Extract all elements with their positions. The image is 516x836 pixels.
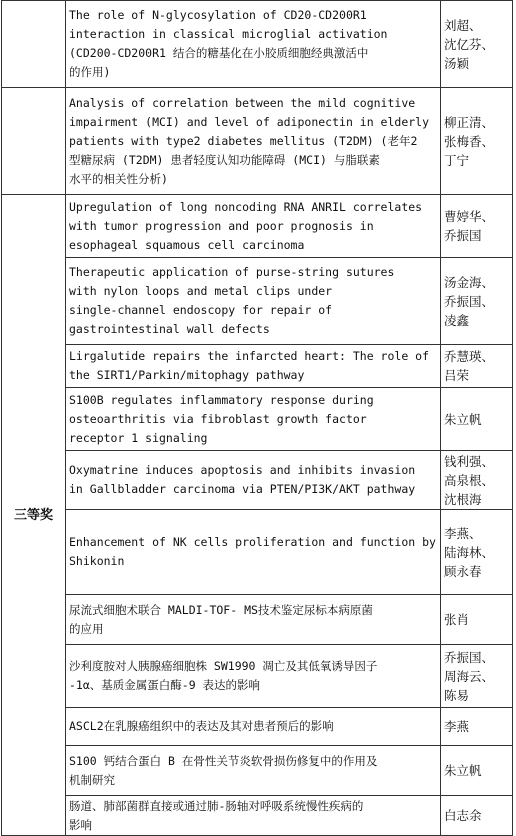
- title-line: 沙利度胺对人胰腺癌细胞株 SW1990 凋亡及其低氧诱导因子: [69, 659, 378, 673]
- title-line: S100B regulates inflammatory response during: [69, 392, 374, 407]
- author-line: 朱立帆: [444, 763, 482, 778]
- paper-title-cell: [66, 195, 441, 258]
- title-line: Analysis of correlation between the mild cognitive: [69, 95, 416, 110]
- table-row: [2, 388, 513, 451]
- authors-cell: [441, 1, 513, 88]
- author-line: 沈亿芬、: [444, 36, 495, 52]
- table-row: [2, 708, 513, 746]
- paper-title-cell: [66, 345, 441, 388]
- title-line: 尿流式细胞术联合 MALDI-TOF- MS技术鉴定尿标本病原菌: [69, 602, 373, 617]
- author-line: 钱利强、: [444, 453, 495, 469]
- author-line: 吕荣: [444, 368, 470, 383]
- author-line: 朱立帆: [444, 411, 482, 427]
- author-line: 张梅香、: [444, 133, 495, 149]
- table-row: [2, 451, 513, 510]
- title-line: gastrointestinal wall defects: [69, 322, 270, 336]
- authors-cell: [441, 796, 513, 836]
- paper-title-cell: [66, 746, 441, 796]
- paper-title-cell: [66, 595, 441, 645]
- author-line: 汤颖: [444, 55, 470, 71]
- table-row: [2, 645, 513, 708]
- title-line: the SIRT1/Parkin/mitophagy pathway: [69, 368, 305, 382]
- title-line: Upregulation of long noncoding RNA ANRIL correlates: [69, 199, 423, 214]
- author-line: 顾永春: [444, 563, 482, 579]
- award-rank-cell: 三等奖: [2, 195, 66, 836]
- title-line: 影响: [69, 817, 92, 832]
- title-line: esophageal squamous cell carcinoma: [69, 237, 305, 252]
- author-line: 周海云、: [444, 668, 495, 684]
- author-line: 白志余: [444, 808, 482, 823]
- authors-cell: [441, 595, 513, 645]
- table-row: [2, 195, 513, 258]
- title-line: Oxymatrine induces apoptosis and inhibits invasion: [69, 463, 416, 477]
- title-line: (CD200-CD200R1 结合的糖基化在小胶质细胞经典激活中: [69, 46, 369, 60]
- table-row: [2, 796, 513, 836]
- rank-cell-empty: [2, 88, 66, 195]
- title-line: impairment (MCI) and level of adiponectin in elderly: [69, 114, 430, 129]
- paper-title-cell: [66, 451, 441, 510]
- title-line: Lirgalutide repairs the infarcted heart: The role of: [69, 349, 430, 363]
- author-line: 柳正清、: [444, 114, 495, 130]
- title-line: patients with type2 diabetes mellitus (T2DM) (老年2: [69, 133, 418, 148]
- title-line: in Gallbladder carcinoma via PTEN/PI3K/AKT pathway: [69, 482, 416, 496]
- title-line: receptor 1 signaling: [69, 430, 208, 445]
- author-line: 刘超、: [444, 17, 482, 33]
- title-line: S100 钙结合蛋白 B 在骨性关节炎软骨损伤修复中的作用及: [69, 753, 378, 768]
- author-line: 乔慧瑛、: [444, 349, 495, 364]
- paper-title-cell: [66, 645, 441, 708]
- paper-title-cell: [66, 88, 441, 195]
- authors-cell: [441, 746, 513, 796]
- author-line: 乔振国、: [444, 649, 495, 665]
- authors-cell: [441, 195, 513, 258]
- author-line: 李燕、: [444, 525, 482, 541]
- author-line: 曹婷华、: [444, 209, 495, 224]
- title-line: 的作用): [69, 65, 111, 79]
- authors-cell: [441, 345, 513, 388]
- author-line: 乔振国、: [444, 293, 495, 309]
- title-line: with nylon loops and metal clips under: [69, 284, 333, 298]
- author-line: 张肖: [444, 612, 470, 627]
- paper-title-cell: [66, 258, 441, 345]
- rank-cell-empty: [2, 1, 66, 88]
- authors-cell: [441, 451, 513, 510]
- table-row: [2, 746, 513, 796]
- author-line: 陆海林、: [444, 544, 495, 560]
- title-line: Therapeutic application of purse-string sutures: [69, 265, 395, 279]
- authors-cell: [441, 258, 513, 345]
- author-line: 丁宁: [444, 152, 470, 168]
- title-line: Shikonin: [69, 554, 125, 568]
- title-line: 水平的相关性分析): [69, 171, 168, 186]
- title-line: ASCL2在乳腺癌组织中的表达及其对患者预后的影响: [69, 719, 334, 733]
- authors-cell: [441, 388, 513, 451]
- paper-title-cell: [66, 510, 441, 595]
- table-row: [2, 1, 513, 88]
- author-line: 汤金海、: [444, 274, 495, 290]
- table-row: [2, 258, 513, 345]
- title-line: 肠道、肺部菌群直接或通过肺-肠轴对呼吸系统慢性疾病的: [69, 798, 364, 813]
- table-row: [2, 510, 513, 595]
- title-line: 的应用: [69, 621, 104, 636]
- paper-title-cell: [66, 1, 441, 88]
- title-line: -1α、基质金属蛋白酶-9 表达的影响: [69, 678, 261, 692]
- author-line: 沈根海: [444, 491, 482, 507]
- title-line: Enhancement of NK cells proliferation and function by: [69, 535, 436, 549]
- author-line: 陈易: [444, 687, 470, 703]
- paper-title-cell: [66, 388, 441, 451]
- authors-cell: [441, 645, 513, 708]
- author-line: 凌鑫: [444, 312, 470, 328]
- title-line: interaction in classical microglial activation: [69, 27, 388, 41]
- paper-title-cell: [66, 796, 441, 836]
- title-line: 机制研究: [69, 772, 115, 787]
- title-line: with tumor progression and poor prognosis in: [69, 218, 374, 233]
- title-line: single-channel endoscopy for repair of: [69, 303, 333, 317]
- title-line: 型糖尿病 (T2DM) 患者轻度认知功能障碍 (MCI) 与脂联素: [69, 152, 380, 167]
- authors-cell: [441, 510, 513, 595]
- authors-cell: [441, 88, 513, 195]
- table-row: [2, 345, 513, 388]
- title-line: osteoarthritis via fibroblast growth factor: [69, 411, 367, 426]
- author-line: 乔振国: [444, 228, 482, 243]
- table-row: [2, 88, 513, 195]
- paper-title-cell: [66, 708, 441, 746]
- awards-table: [1, 0, 513, 836]
- author-line: 高泉根、: [444, 472, 495, 488]
- author-line: 李燕: [444, 719, 470, 734]
- title-line: The role of N-glycosylation of CD20-CD200R1: [69, 8, 367, 22]
- table-row: [2, 595, 513, 645]
- authors-cell: [441, 708, 513, 746]
